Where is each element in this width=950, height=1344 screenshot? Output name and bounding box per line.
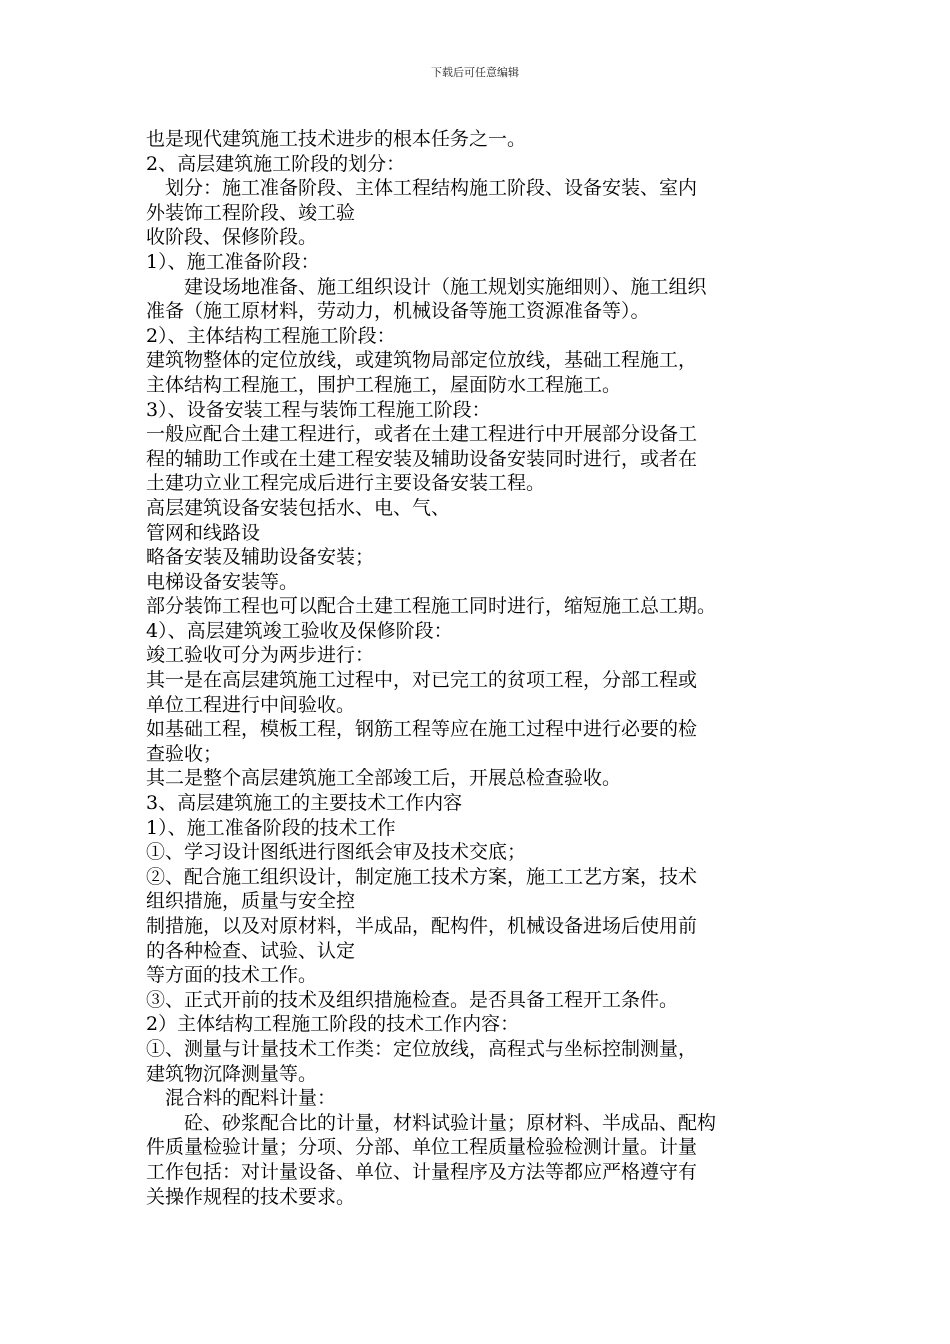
list-item: ①、学习设计图纸进行图纸会审及技术交底；: [146, 841, 527, 864]
subsection-heading: 3）、设备安装工程与装饰工程施工阶段：: [146, 398, 491, 421]
text-line: 关操作规程的技术要求。: [146, 1185, 356, 1208]
subsection-heading: 1）、施工准备阶段：: [146, 250, 320, 273]
text-line: 高层建筑设备安装包括水、电、气、: [146, 496, 451, 519]
text-line: 建设场地准备、施工组织设计（施工规划实施细则）、施工组织: [146, 275, 707, 298]
text-line: 的各种检查、试验、认定: [146, 939, 356, 962]
text-line: 组织措施，质量与安全控: [146, 890, 356, 913]
text-line: 一般应配合土建工程进行，或者在土建工程进行中开展部分设备工: [146, 423, 698, 446]
text-line: 其二是整个高层建筑施工全部竣工后，开展总检查验收。: [146, 767, 622, 790]
section-heading: 2、高层建筑施工阶段的划分：: [146, 152, 406, 175]
section-heading: 3、高层建筑施工的主要技术工作内容: [146, 792, 463, 815]
page-header: 下载后可任意编辑: [431, 66, 519, 79]
text-line: 收阶段、保修阶段。: [146, 226, 318, 249]
text-line: 部分装饰工程也可以配合土建工程施工同时进行，缩短施工总工期。: [146, 595, 717, 618]
text-line: 建筑物沉降测量等。: [146, 1062, 318, 1085]
text-line: 砼、砂浆配合比的计量，材料试验计量；原材料、半成品、配构: [146, 1111, 717, 1134]
text-line: 如基础工程，模板工程，钢筋工程等应在施工过程中进行必要的检: [146, 718, 698, 741]
text-line: 件质量检验计量；分项、分部、单位工程质量检验检测计量。计量: [146, 1136, 698, 1159]
text-line: 其一是在高层建筑施工过程中，对已完工的贫项工程，分部工程或: [146, 669, 698, 692]
text-line: 单位工程进行中间验收。: [146, 693, 356, 716]
text-line: 土建功立业工程完成后进行主要设备安装工程。: [146, 472, 546, 495]
text-line: 电梯设备安装等。: [146, 570, 299, 593]
text-line: 也是现代建筑施工技术进步的根本任务之一。: [146, 128, 527, 150]
text-line: 制措施，以及对原材料，半成品，配构件，机械设备进场后使用前: [146, 915, 698, 937]
subsection-heading: 4）、高层建筑竣工验收及保修阶段：: [146, 619, 453, 642]
text-line: 外装饰工程阶段、竣工验: [146, 201, 356, 224]
subsection-heading: 1）、施工准备阶段的技术工作: [146, 816, 396, 839]
text-line: 管网和线路设: [146, 521, 261, 544]
subsection-heading: 2）主体结构工程施工阶段的技术工作内容：: [146, 1013, 520, 1036]
text-line: 混合料的配料计量：: [146, 1087, 337, 1110]
text-line: 略备安装及辅助设备安装；: [146, 546, 375, 569]
list-item: ①、测量与计量技术工作类：定位放线，高程式与坐标控制测量，: [146, 1037, 698, 1060]
text-line: 划分：施工准备阶段、主体工程结构施工阶段、设备安装、室内: [146, 177, 698, 200]
text-line: 建筑物整体的定位放线，或建筑物局部定位放线，基础工程施工，: [146, 349, 698, 372]
subsection-heading: 2）、主体结构工程施工阶段：: [146, 324, 396, 347]
document-body: [146, 127, 810, 1209]
text-line: 程的辅助工作或在土建工程安装及辅助设备安装同时进行，或者在: [146, 447, 698, 470]
text-line: 等方面的技术工作。: [146, 964, 318, 987]
text-line: 查验收；: [146, 742, 223, 765]
list-item: ③、正式开前的技术及组织措施检查。是否具备工程开工条件。: [146, 988, 679, 1011]
list-item: ②、配合施工组织设计，制定施工技术方案，施工工艺方案，技术: [146, 865, 698, 888]
text-line: 准备（施工原材料，劳动力，机械设备等施工资源准备等）。: [146, 300, 650, 323]
text-line: 工作包括：对计量设备、单位、计量程序及方法等都应严格遵守有: [146, 1160, 698, 1183]
text-line: 主体结构工程施工，围护工程施工，屋面防水工程施工。: [146, 373, 622, 396]
text-line: 竣工验收可分为两步进行：: [146, 644, 375, 667]
